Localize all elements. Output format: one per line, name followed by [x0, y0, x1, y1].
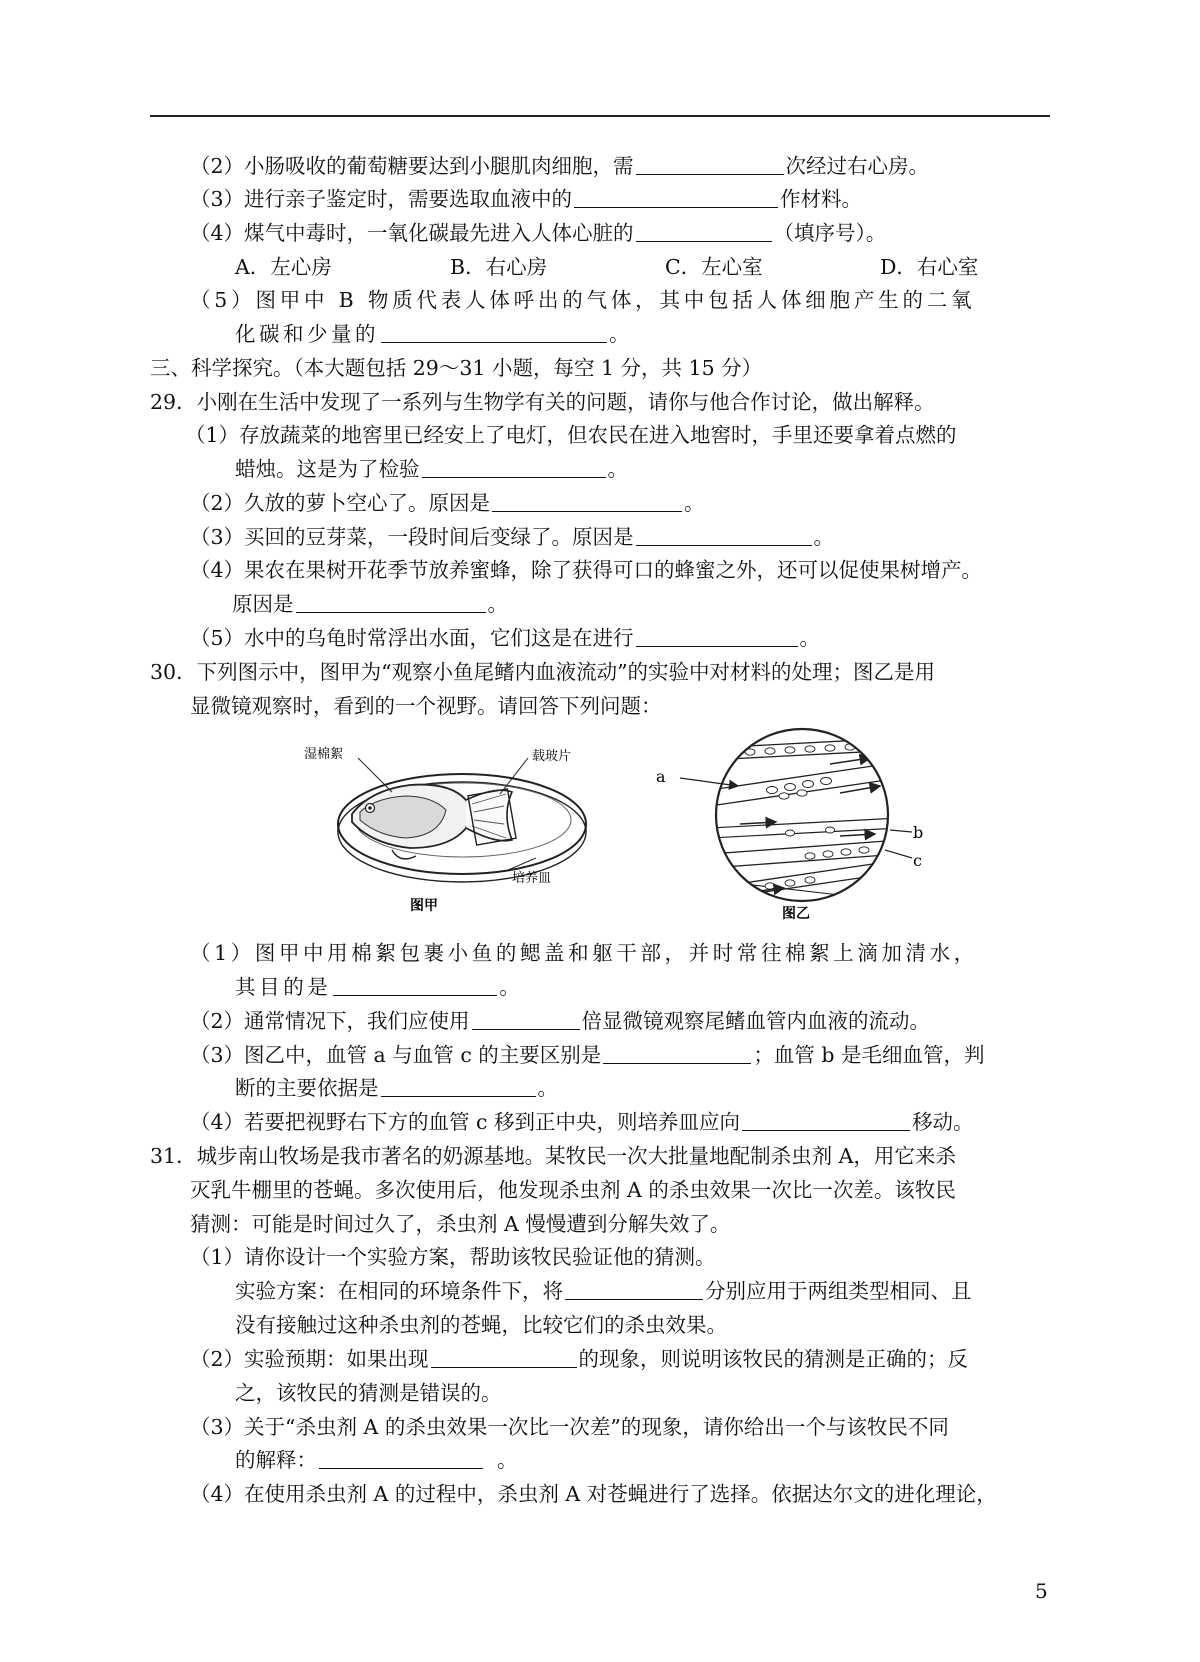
q29-stem: 29．小刚在生活中发现了一系列与生物学有关的问题，请你与他合作讨论，做出解释。: [150, 390, 935, 414]
q28-part5-line2: 化碳和少量的 。: [235, 322, 633, 346]
q28-options: [235, 254, 978, 280]
label-culture-dish: 培养皿: [512, 871, 552, 886]
q30-stem-line2: 显微镜观察时，看到的一个视野。请回答下列问题：: [190, 694, 662, 718]
answer-blank[interactable]: [636, 221, 772, 242]
answer-blank[interactable]: [422, 457, 606, 478]
q31-part1: （1）请你设计一个实验方案，帮助该牧民验证他的猜测。: [190, 1245, 716, 1269]
q29-part4-line2: 原因是 。: [232, 592, 508, 616]
answer-blank[interactable]: [333, 975, 497, 996]
q30-part2: （2）通常情况下，我们应使用 倍显微镜观察尾鳍血管内血液的流动。: [190, 1009, 931, 1033]
answer-blank[interactable]: [636, 626, 798, 647]
figure-caption-jia: 图甲: [410, 898, 438, 914]
q29-part4: （4）果农在果树开花季节放养蜜蜂，除了获得可口的蜂蜜之外，还可以促使果树增产。: [190, 558, 983, 582]
q31-part4: （4）在使用杀虫剂 A 的过程中，杀虫剂 A 对苍蝇进行了选择。依据达尔文的进化理论，: [190, 1482, 997, 1506]
q31-part2-line2: 之，该牧民的猜测是错误的。: [235, 1381, 502, 1405]
answer-blank[interactable]: [431, 1347, 577, 1368]
q31-stem-line2: 灭乳牛棚里的苍蝇。多次使用后，他发现杀虫剂 A 的杀虫效果一次比一次差。该牧民: [190, 1178, 956, 1202]
header-rule: [150, 115, 1050, 117]
answer-blank[interactable]: [565, 1279, 703, 1300]
q31-stem: 31．城步南山牧场是我市著名的奶源基地。某牧民一次大批量地配制杀虫剂 A，用它来杀: [150, 1144, 956, 1168]
q28-part3: （3）进行亲子鉴定时，需要选取血液中的 作材料。: [190, 187, 863, 211]
answer-blank[interactable]: [636, 525, 812, 546]
option-a: A．左心房: [235, 255, 332, 279]
q29-part2: （2）久放的萝卜空心了。原因是 。: [190, 491, 705, 515]
label-vessel-b: b: [913, 823, 924, 842]
q30-part3: （3）图乙中，血管 a 与血管 c 的主要区别是 ；血管 b 是毛细血管，判: [190, 1043, 985, 1067]
q31-part1-line2: 实验方案：在相同的环境条件下，将 分别应用于两组类型相同、且: [235, 1279, 972, 1303]
section-heading: 三、科学探究。（本大题包括 29～31 小题，每空 1 分，共 15 分）: [150, 356, 763, 380]
answer-blank[interactable]: [472, 1009, 580, 1030]
q29-part1: （1）存放蔬菜的地窖里已经安上了电灯，但农民在进入地窖时，手里还要拿着点燃的: [185, 423, 957, 447]
q31-part3-line2: 的解释： 。: [235, 1448, 518, 1472]
answer-blank[interactable]: [319, 1448, 483, 1469]
option-c: C．左心室: [665, 255, 763, 279]
answer-blank[interactable]: [381, 322, 607, 343]
q28-part5: （5）图甲中 B 物质代表人体呼出的气体，其中包括人体细胞产生的二氧: [190, 288, 976, 312]
option-d: D．右心室: [880, 255, 979, 279]
q30-part4: （4）若要把视野右下方的血管 c 移到正中央，则培养皿应向 移动。: [190, 1110, 974, 1134]
option-b: B．右心房: [450, 255, 548, 279]
answer-blank[interactable]: [636, 154, 784, 175]
answer-blank[interactable]: [381, 1076, 536, 1097]
q30-stem: 30．下列图示中，图甲为“观察小鱼尾鳍内血液流动”的实验中对材料的处理；图乙是用: [150, 660, 936, 684]
q30-part1: （1）图甲中用棉絮包裹小鱼的鳃盖和躯干部，并时常往棉絮上滴加清水，: [190, 941, 978, 965]
q31-part2: （2）实验预期：如果出现 的现象，则说明该牧民的猜测是正确的；反: [190, 1347, 969, 1371]
q29-part3: （3）买回的豆芽菜，一段时间后变绿了。原因是 。: [190, 525, 835, 549]
q31-part1-line3: 没有接触过这种杀虫剂的苍蝇，比较它们的杀虫效果。: [235, 1313, 727, 1337]
label-wet-cotton: 湿棉絮: [304, 747, 344, 762]
q28-part2: （2）小肠吸收的葡萄糖要达到小腿肌肉细胞，需 次经过右心房。: [190, 154, 930, 178]
answer-blank[interactable]: [296, 592, 486, 613]
q30-part3-line2: 断的主要依据是 。: [235, 1076, 558, 1100]
answer-blank[interactable]: [742, 1110, 910, 1131]
answer-blank[interactable]: [603, 1043, 751, 1064]
q28-part4: （4）煤气中毒时，一氧化碳最先进入人体心脏的 （填序号）。: [190, 221, 887, 245]
label-vessel-a: a: [656, 767, 666, 786]
q29-part1-line2: 蜡烛。这是为了检验 。: [235, 457, 628, 481]
label-vessel-c: c: [913, 851, 922, 870]
label-glass-slide: 载玻片: [532, 749, 572, 764]
answer-blank[interactable]: [574, 187, 778, 208]
q30-part1-line2: 其目的是 。: [235, 975, 524, 999]
answer-blank[interactable]: [492, 491, 682, 512]
q31-part3: （3）关于“杀虫剂 A 的杀虫效果一次比一次差”的现象，请你给出一个与该牧民不同: [190, 1415, 949, 1439]
figure-jia: [300, 740, 620, 915]
figure-caption-yi: 图乙: [782, 906, 810, 922]
figure-yi: [656, 720, 924, 922]
page-number: 5: [1035, 1579, 1048, 1603]
q29-part5: （5）水中的乌龟时常浮出水面，它们这是在进行 。: [190, 626, 821, 650]
q31-stem-line3: 猜测：可能是时间过久了，杀虫剂 A 慢慢遭到分解失效了。: [190, 1212, 731, 1236]
